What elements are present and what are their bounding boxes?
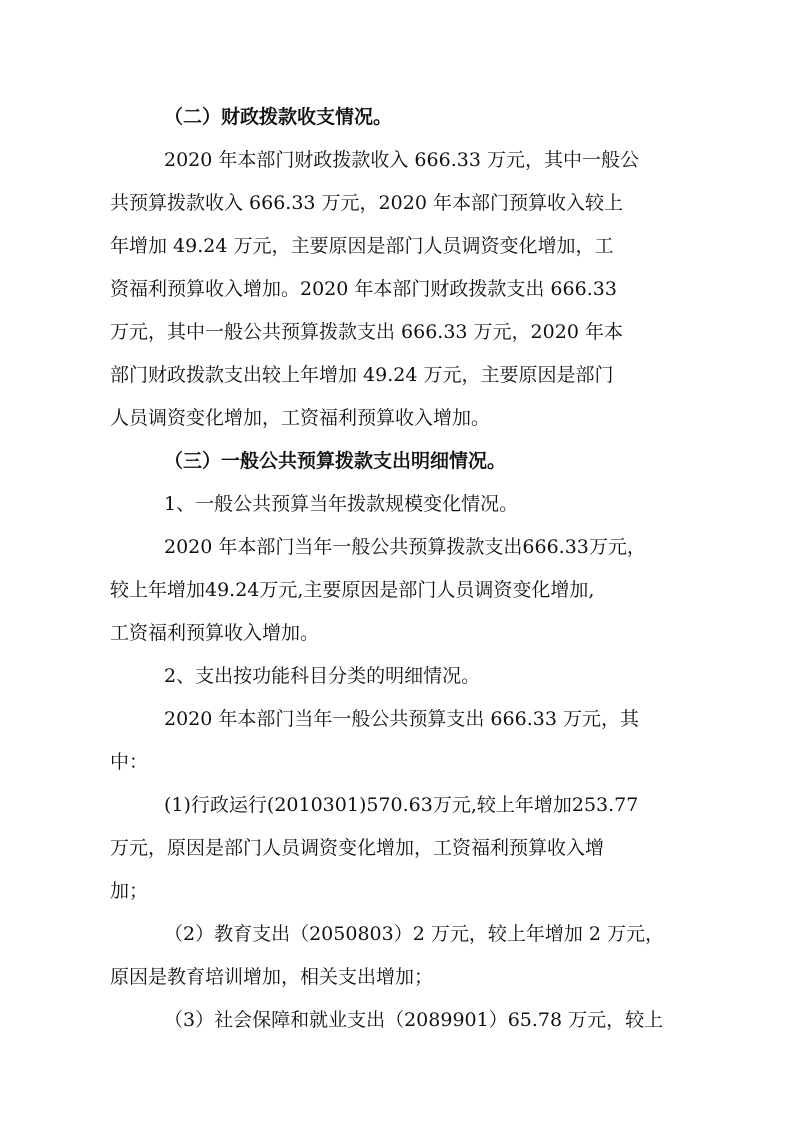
subsection-heading: 2、支出按功能科目分类的明细情况。 [164,665,481,687]
paragraph-line: 年增加 49.24 万元，主要原因是部门人员调资变化增加，工 [110,235,614,257]
list-item-line: 加； [110,880,149,902]
paragraph-line: 工资福利预算收入增加。 [110,622,320,644]
list-item-line: (1)行政运行(2010301)570.63万元,较上年增加253.77 [164,794,639,816]
paragraph-line: 2020 年本部门当年一般公共预算支出 666.33 万元，其 [164,708,639,730]
list-item-line: （2）教育支出（2050803）2 万元，较上年增加 2 万元， [164,923,665,945]
list-item-line: 万元，原因是部门人员调资变化增加，工资福利预算收入增 [110,837,605,859]
list-item-line: 原因是教育培训增加，相关支出增加； [110,966,434,988]
list-item-line: （3）社会保障和就业支出（2089901）65.78 万元，较上 [164,1009,664,1031]
paragraph-line: 资福利预算收入增加。2020 年本部门财政拨款支出 666.33 [110,278,617,300]
paragraph-line: 共预算拨款收入 666.33 万元，2020 年本部门预算收入较上 [110,192,623,214]
paragraph-line: 万元，其中一般公共预算拨款支出 666.33 万元，2020 年本 [110,321,623,343]
section-heading-fiscal-appropriation: （二）财政拨款收支情况。 [164,106,393,128]
subsection-heading: 1、一般公共预算当年拨款规模变化情况。 [164,493,519,515]
paragraph-line: 较上年增加49.24万元,主要原因是部门人员调资变化增加, [110,579,595,601]
paragraph-line: 2020 年本部门当年一般公共预算拨款支出666.33万元， [164,536,646,558]
paragraph-line: 中： [110,751,149,773]
paragraph-line: 2020 年本部门财政拨款收入 666.33 万元，其中一般公 [164,149,639,171]
section-heading-general-budget: （三）一般公共预算拨款支出明细情况。 [164,450,507,472]
paragraph-line: 部门财政拨款支出较上年增加 49.24 万元，主要原因是部门 [110,364,614,386]
paragraph-line: 人员调资变化增加，工资福利预算收入增加。 [110,407,491,429]
